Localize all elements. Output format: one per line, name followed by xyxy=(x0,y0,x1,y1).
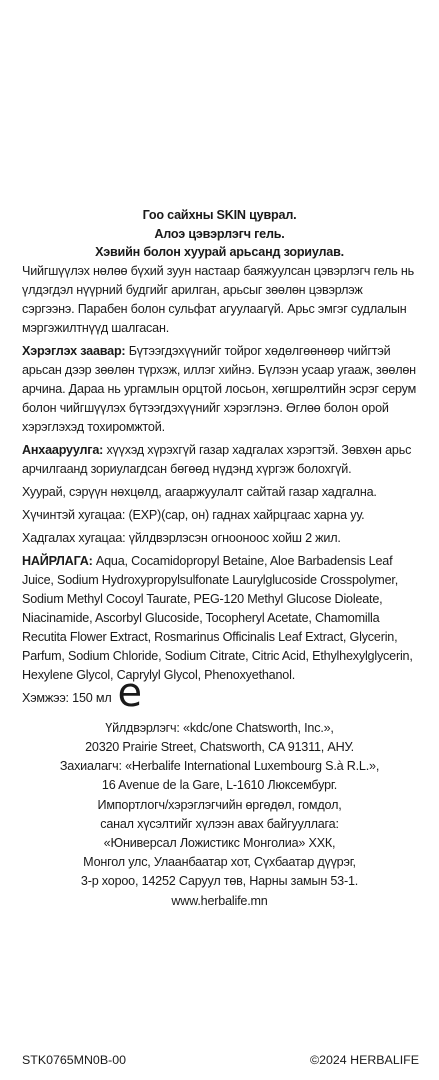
manufacturer-line: 20320 Prairie Street, Chatsworth, CA 91311, АНУ. xyxy=(85,739,354,754)
e-mark-icon: e xyxy=(117,669,142,716)
manufacturer-line: санал хүсэлтийг хүлээн авах байгууллага: xyxy=(100,816,339,831)
ingredients-section xyxy=(22,552,417,685)
manufacturer-line: 16 Avenue de la Gare, L-1610 Люксембург. xyxy=(101,778,338,793)
manufacturer-line: Үйлдвэрлэгч: «kdc/one Chatsworth, Inc.», xyxy=(105,720,334,735)
ingredients-label: НАЙРЛАГА: xyxy=(22,553,93,568)
copyright: ©2024 HERBALIFE xyxy=(310,1053,419,1067)
footer xyxy=(22,1053,419,1067)
series-title: Гоо сайхны SKIN цуврал. xyxy=(142,208,297,222)
warning-text: хүүхэд хүрэхгүй газар хадгалах хэрэгтэй. Зөвхөн арьс арчилгаанд зориулагдсан бөгөөд нүдэнд хүргэж болохгүй. xyxy=(22,442,412,476)
skin-type: Хэвийн болон хуурай арьсанд зориулав. xyxy=(95,245,344,260)
manufacturer-line: Импортлогч/хэрэглэгчийн өргөдөл, гомдол, xyxy=(97,797,342,812)
storage-text: Хуурай, сэрүүн нөхцөлд, агааржуулалт сайтай газар хадгална. xyxy=(22,484,377,499)
manufacturer-line: «Юниверсал Ложистикс Монголиа» ХХК, xyxy=(103,836,336,850)
description: Чийгшүүлэх нөлөө бүхий зуун настаар баяжуулсан цэвэрлэгч гель нь үлдэгдэл нүүрний будгийг арилган, арьсыг зөөлөн цэвэрлэж сэргээнэ. Парабен болон сульфат агуулаагүй. Арьс эмгэг судлалын мэргэжилтнүүд шалгасан. xyxy=(22,263,414,335)
ingredients-text: Aqua, Cocamidopropyl Betaine, Aloe Barbadensis Leaf Juice, Sodium Hydroxypropylsulfonate Laurylglucoside Crosspolymer, Sodium Methyl Cocoyl Taurate, PEG-120 Methyl Glucose Dioleate, Niacinamide, Ascorbyl Glucoside, Tocopheryl Acetate, Chamomilla Recutita Flower Extract, Rosmarinus Officinalis Leaf Extract, Glycerin, Parfum, Sodium Chloride, Sodium Citrate, Citric Acid, Ethylhexylglycerin, Hexylene Glycol, Caprylyl Glycol, Phenoxyethanol. xyxy=(22,553,413,682)
warning-section xyxy=(22,441,417,479)
warning-label: Анхааруулга: xyxy=(22,442,104,457)
product-name: Алоэ цэвэрлэгч гель. xyxy=(154,226,285,241)
volume-row xyxy=(22,669,417,716)
product-label xyxy=(22,206,417,911)
manufacturer-line: Монгол улс, Улаанбаатар хот, Сүхбаатар дүүрэг, xyxy=(83,855,356,870)
product-code: STK0765MN0B-00 xyxy=(22,1053,126,1067)
website-link: www.herbalife.mn xyxy=(171,893,268,908)
shelf-life-text: Хадгалах хугацаа: үйлдвэрлэсэн огнооноос хойш 2 жил. xyxy=(22,530,341,545)
usage-section xyxy=(22,342,417,437)
usage-label: Хэрэглэх заавар: xyxy=(22,343,126,358)
manufacturer-info xyxy=(22,719,417,911)
manufacturer-line: Захиалагч: «Herbalife International Luxembourg S.à R.L.», xyxy=(59,759,380,774)
manufacturer-line: 3-р хороо, 14252 Саруул төв, Нарны замын 53-1. xyxy=(80,874,359,889)
product-titles xyxy=(22,206,417,262)
volume-text: Хэмжээ: 150 мл xyxy=(22,691,112,706)
usage-text: Бүтээгдэхүүнийг тойрог хөдөлгөөнөөр чийгтэй арьсан дээр зөөлөн түрхэж, иллэг хийнэ. Бүлээн усаар угааж, зөөлөн арчина. Дараа нь ургамлын орцтой лосьон, хөгшрөлтийн эсрэг серум болон чийгшүүлэх бүтээгдэхүүнийг хэрэглэнэ. Өглөө болон орой хэрэглэхэд тохиромжтой. xyxy=(22,343,417,434)
expiry-text: Хүчинтэй хугацаа: (EXP)(сар, он) гаднах хайрцгаас харна уу. xyxy=(22,507,365,522)
